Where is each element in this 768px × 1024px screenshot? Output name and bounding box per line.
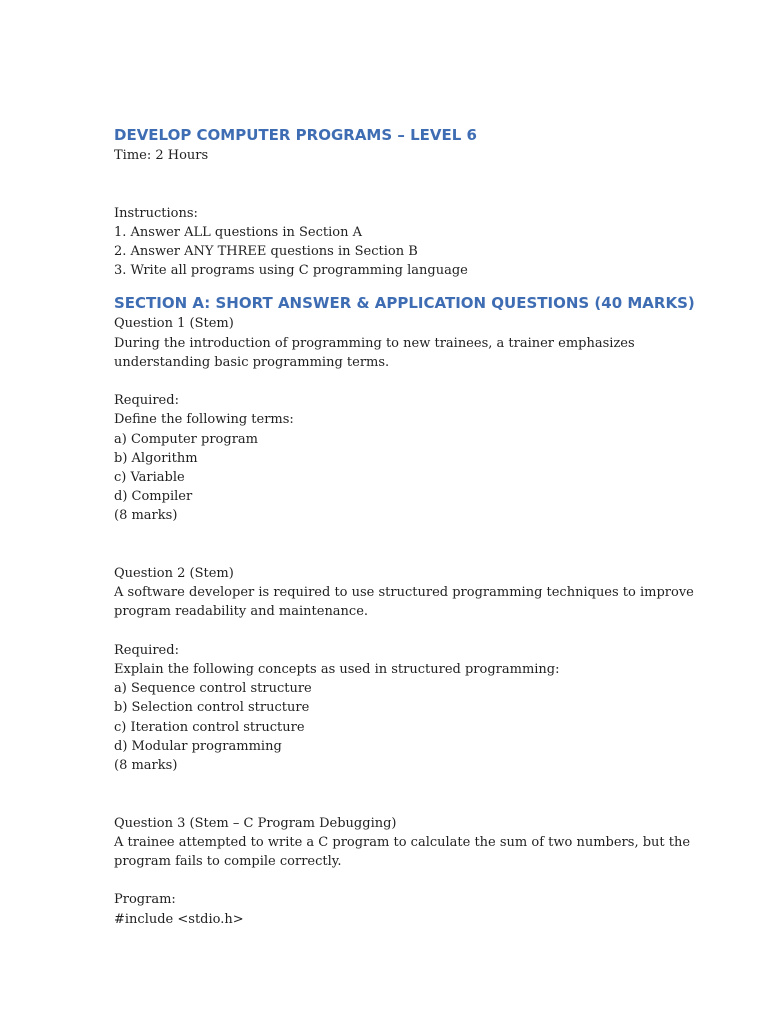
spacer	[114, 184, 674, 203]
document-page	[114, 124, 695, 929]
question-1-item: d) Compiler	[114, 489, 193, 505]
question-3-stem: program fails to compile correctly.	[114, 853, 342, 869]
question-2-item: b) Selection control structure	[114, 700, 310, 716]
spacer	[114, 622, 674, 641]
question-1-title: Question 1 (Stem)	[114, 316, 234, 332]
question-3-stem: A trainee attempted to write a C program to calculate the sum of two numbers, but the	[114, 834, 691, 850]
spacer	[114, 775, 674, 794]
question-2-item: c) Iteration control structure	[114, 719, 305, 735]
question-3-program-label: Program:	[114, 892, 176, 908]
instruction-item: 3. Write all programs using C programming language	[114, 263, 468, 279]
question-1-item: b) Algorithm	[114, 450, 198, 466]
spacer	[114, 871, 674, 890]
spacer	[114, 372, 674, 391]
question-1-marks: (8 marks)	[114, 508, 178, 524]
question-2-stem: program readability and maintenance.	[114, 604, 369, 620]
question-2-required: Required:	[114, 642, 179, 658]
question-2-item: a) Sequence control structure	[114, 681, 312, 697]
spacer	[114, 794, 674, 813]
question-2-marks: (8 marks)	[114, 758, 178, 773]
question-2-stem: A software developer is required to use structured programming techniques to improve	[114, 585, 694, 601]
question-1-required: Required:	[114, 393, 179, 409]
question-1-stem: understanding basic programming terms.	[114, 354, 390, 370]
instruction-item: 1. Answer ALL questions in Section A	[114, 224, 363, 240]
spacer	[114, 526, 674, 545]
question-3-code-line: #include <stdio.h>	[114, 911, 244, 927]
question-1-item: a) Computer program	[114, 431, 258, 447]
question-2-title: Question 2 (Stem)	[114, 565, 234, 581]
spacer	[114, 165, 674, 184]
question-3-title: Question 3 (Stem – C Program Debugging)	[114, 815, 397, 831]
instructions-label: Instructions:	[114, 205, 198, 221]
question-2-item: d) Modular programming	[114, 738, 282, 754]
section-a-heading: SECTION A: SHORT ANSWER & APPLICATION QUESTIONS (40 MARKS)	[114, 294, 695, 313]
document-title: DEVELOP COMPUTER PROGRAMS – LEVEL 6	[114, 126, 477, 144]
question-1-prompt: Define the following terms:	[114, 412, 294, 428]
exam-time: Time: 2 Hours	[114, 148, 209, 163]
spacer	[114, 545, 674, 564]
question-1-item: c) Variable	[114, 470, 185, 485]
question-1-stem: During the introduction of programming to new trainees, a trainer emphasizes	[114, 335, 635, 351]
instruction-item: 2. Answer ANY THREE questions in Section B	[114, 243, 418, 259]
question-2-prompt: Explain the following concepts as used in structured programming:	[114, 661, 560, 677]
